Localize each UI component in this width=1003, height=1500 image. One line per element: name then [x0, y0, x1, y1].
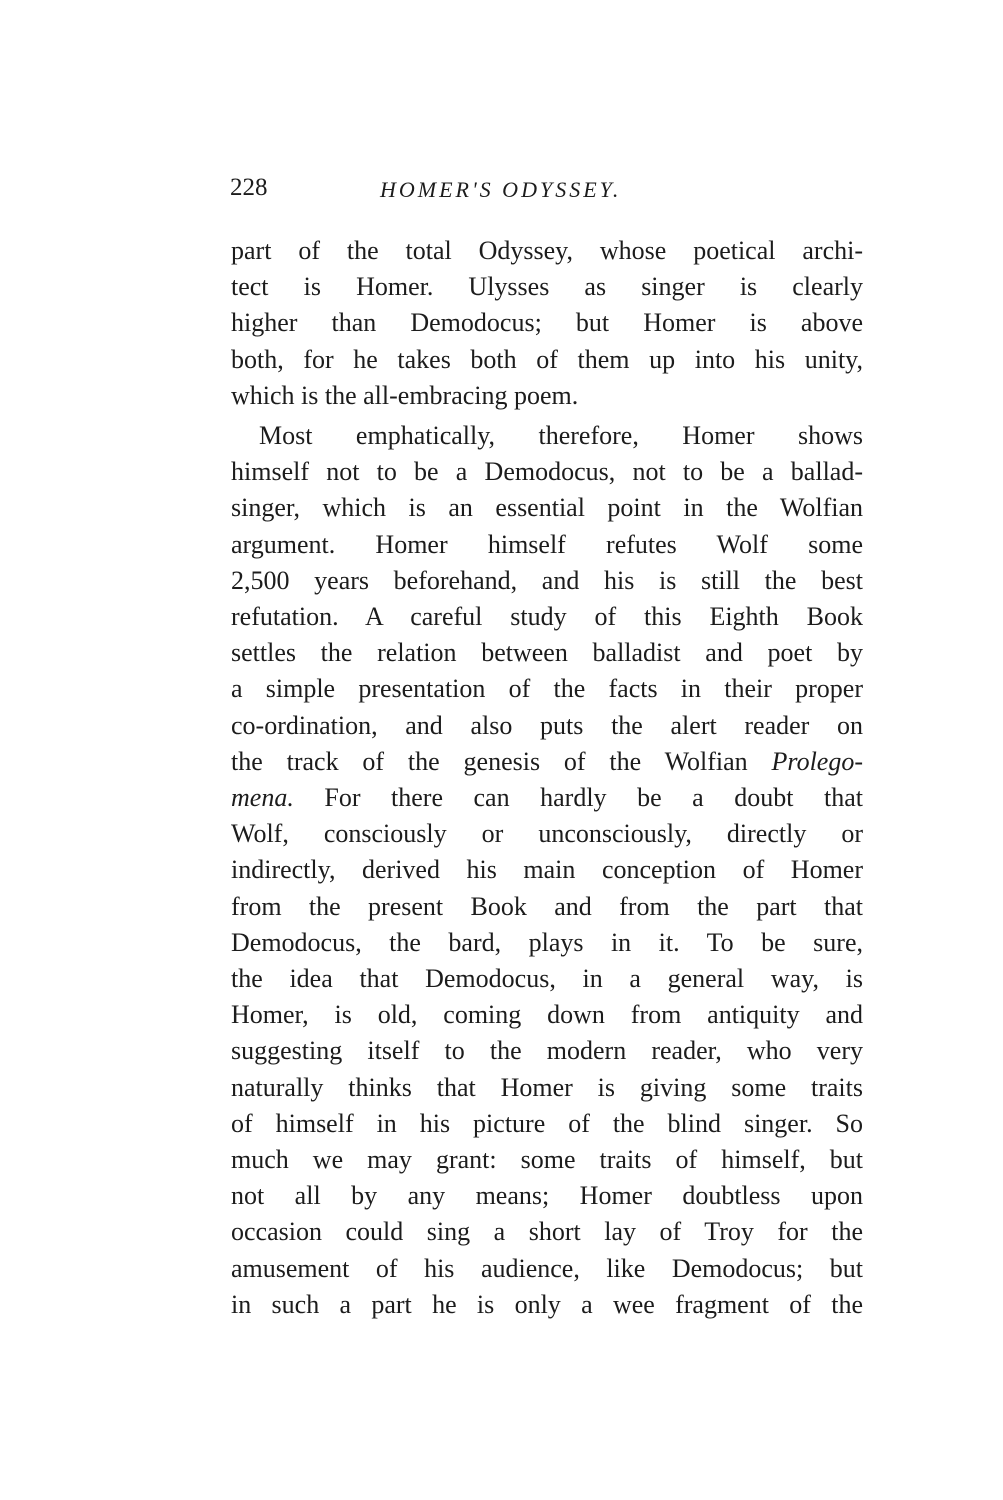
italic-title: mena. [231, 783, 294, 813]
text-segment: the track of the genesis of the Wolfian [231, 746, 772, 776]
text-line: which is the all-embracing poem. [231, 380, 579, 410]
running-head [230, 172, 862, 212]
italic-title: Prolego- [771, 746, 863, 776]
text-line: a simple presentation of the facts in their proper [231, 674, 863, 704]
text-line: indirectly, derived his main conception of Homer [231, 855, 863, 885]
text-line: Wolf, consciously or unconsciously, directly or [231, 819, 863, 849]
paragraph-1 [231, 233, 863, 414]
text-line: in such a part he is only a wee fragment of the [231, 1289, 863, 1319]
text-line: Homer, is old, coming down from antiquity and [231, 1000, 863, 1030]
text-line: Demodocus, the bard, plays in it. To be sure, [231, 927, 863, 957]
text-line: himself not to be a Demodocus, not to be a ballad- [231, 457, 863, 487]
text-line: occasion could sing a short lay of Troy for the [231, 1217, 863, 1247]
text-line: part of the total Odyssey, whose poetical archi- [231, 236, 863, 265]
text-line: settles the relation between balladist and poet by [231, 638, 863, 668]
page-number: 228 [230, 174, 268, 201]
text-line: naturally thinks that Homer is giving some traits [231, 1072, 863, 1102]
text-line: Most emphatically, therefore, Homer shows [259, 421, 863, 451]
text-line: co-ordination, and also puts the alert reader on [231, 710, 863, 740]
text-line: suggesting itself to the modern reader, who very [231, 1036, 863, 1066]
text-line [231, 744, 863, 780]
text-line: amusement of his audience, like Demodocus; but [231, 1253, 863, 1283]
text-line: from the present Book and from the part that [231, 891, 863, 921]
text-line: argument. Homer himself refutes Wolf some [231, 529, 863, 559]
text-line: singer, which is an essential point in the Wolfian [231, 493, 863, 523]
text-line: higher than Demodocus; but Homer is above [231, 308, 863, 338]
text-line: 2,500 years beforehand, and his is still the best [231, 565, 863, 595]
text-line [231, 780, 863, 816]
text-segment: For there can hardly be a doubt that [293, 783, 863, 813]
text-line: much we may grant: some traits of himself, but [231, 1145, 863, 1175]
body-text [231, 233, 863, 1323]
text-line: not all by any means; Homer doubtless upon [231, 1181, 863, 1211]
text-line: refutation. A careful study of this Eighth Book [231, 602, 863, 632]
text-line: the idea that Demodocus, in a general way, is [231, 964, 863, 994]
text-line: tect is Homer. Ulysses as singer is clearly [231, 272, 863, 302]
text-line: both, for he takes both of them up into his unity, [231, 344, 863, 374]
running-title: HOMER'S ODYSSEY. [380, 177, 622, 202]
text-line: of himself in his picture of the blind singer. So [231, 1108, 863, 1138]
paragraph-2 [231, 418, 863, 1323]
